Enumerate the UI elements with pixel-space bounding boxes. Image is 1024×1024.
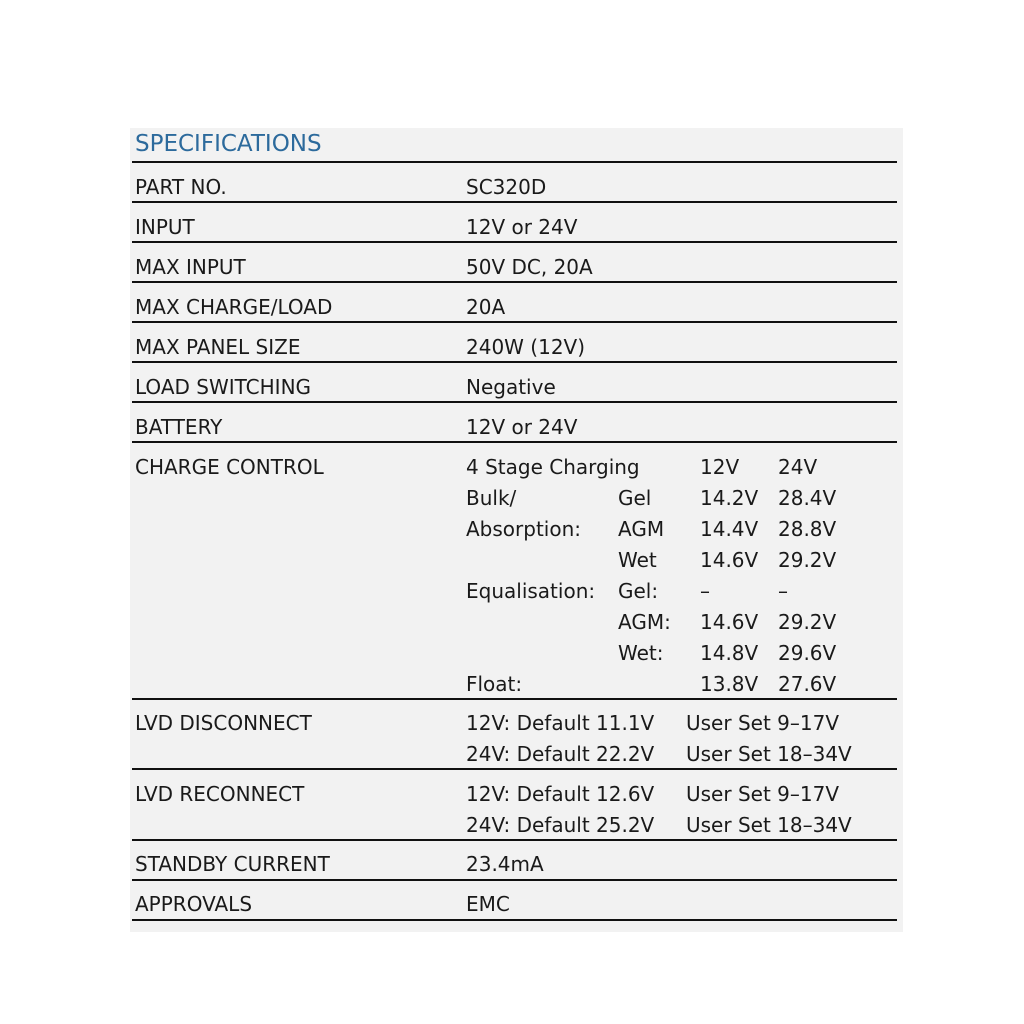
spec-value-approvals: EMC: [466, 892, 510, 916]
divider: [132, 839, 897, 841]
spec-value-load-switching: Negative: [466, 375, 556, 399]
charge-24v: 27.6V: [778, 672, 837, 696]
lvd-reconnect-user: User Set 18–34V: [686, 813, 852, 837]
lvd-reconnect-default: 24V: Default 25.2V: [466, 813, 655, 837]
charge-12v: 14.6V: [700, 548, 759, 572]
charge-type: Gel:: [618, 579, 659, 603]
divider: [132, 879, 897, 881]
specifications-title: SPECIFICATIONS: [135, 131, 322, 157]
spec-value-max-input: 50V DC, 20A: [466, 255, 593, 279]
spec-label-lvd-reconnect: LVD RECONNECT: [135, 782, 305, 806]
spec-label-max-input: MAX INPUT: [135, 255, 246, 279]
charge-12v: 14.8V: [700, 641, 759, 665]
divider: [132, 201, 897, 203]
charge-12v: –: [700, 579, 710, 603]
spec-label-charge-control: CHARGE CONTROL: [135, 455, 324, 479]
charge-12v: 14.4V: [700, 517, 759, 541]
lvd-reconnect-user: User Set 9–17V: [686, 782, 839, 806]
charge-type: Gel: [618, 486, 652, 510]
charge-type: Wet:: [618, 641, 664, 665]
spec-value-max-panel-size: 240W (12V): [466, 335, 586, 359]
charge-24v: 29.6V: [778, 641, 837, 665]
charge-header-24v: 24V: [778, 455, 818, 479]
spec-value-max-charge-load: 20A: [466, 295, 506, 319]
divider: [132, 321, 897, 323]
charge-24v: 29.2V: [778, 610, 837, 634]
divider: [132, 361, 897, 363]
lvd-disconnect-default: 12V: Default 11.1V: [466, 711, 655, 735]
divider: [132, 919, 897, 921]
charge-type: AGM: [618, 517, 665, 541]
divider: [132, 241, 897, 243]
charge-12v: 14.2V: [700, 486, 759, 510]
charge-12v: 13.8V: [700, 672, 759, 696]
divider: [132, 401, 897, 403]
lvd-disconnect-user: User Set 9–17V: [686, 711, 839, 735]
spec-value-input: 12V or 24V: [466, 215, 578, 239]
spec-value-battery: 12V or 24V: [466, 415, 578, 439]
specifications-panel: [130, 128, 903, 932]
spec-value-standby-current: 23.4mA: [466, 852, 544, 876]
charge-type: Wet: [618, 548, 657, 572]
charge-mode: Float:: [466, 672, 523, 696]
spec-label-max-charge-load: MAX CHARGE/LOAD: [135, 295, 333, 319]
charge-mode: Equalisation:: [466, 579, 596, 603]
divider: [132, 281, 897, 283]
spec-label-part-no: PART NO.: [135, 175, 227, 199]
charge-12v: 14.6V: [700, 610, 759, 634]
charge-stage-header: 4 Stage Charging: [466, 455, 640, 479]
spec-value-part-no: SC320D: [466, 175, 547, 199]
lvd-disconnect-default: 24V: Default 22.2V: [466, 742, 655, 766]
spec-label-load-switching: LOAD SWITCHING: [135, 375, 312, 399]
divider: [132, 768, 897, 770]
divider: [132, 698, 897, 700]
lvd-reconnect-default: 12V: Default 12.6V: [466, 782, 655, 806]
charge-24v: –: [778, 579, 788, 603]
charge-24v: 29.2V: [778, 548, 837, 572]
divider: [132, 161, 897, 163]
charge-24v: 28.8V: [778, 517, 837, 541]
spec-label-approvals: APPROVALS: [135, 892, 253, 916]
charge-24v: 28.4V: [778, 486, 837, 510]
spec-label-standby-current: STANDBY CURRENT: [135, 852, 330, 876]
charge-header-12v: 12V: [700, 455, 740, 479]
spec-label-max-panel-size: MAX PANEL SIZE: [135, 335, 301, 359]
charge-mode: Bulk/: [466, 486, 517, 510]
spec-label-input: INPUT: [135, 215, 195, 239]
spec-label-battery: BATTERY: [135, 415, 223, 439]
charge-type: AGM:: [618, 610, 671, 634]
lvd-disconnect-user: User Set 18–34V: [686, 742, 852, 766]
spec-label-lvd-disconnect: LVD DISCONNECT: [135, 711, 312, 735]
charge-mode: Absorption:: [466, 517, 581, 541]
divider: [132, 441, 897, 443]
